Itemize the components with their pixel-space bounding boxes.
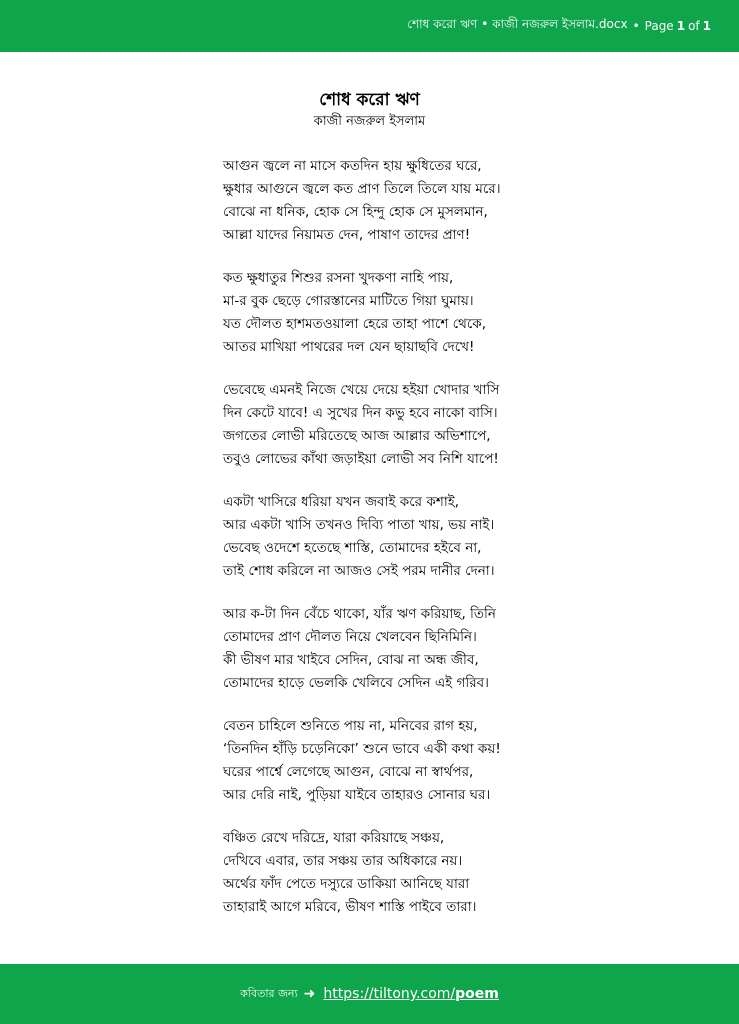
- poem-line: আর দেরি নাই, পুড়িয়া যাইবে তাহারও সোনার ঘর।: [223, 787, 491, 803]
- link-suffix: poem: [455, 986, 499, 1002]
- poem-line: আর ক-টা দিন বেঁচে থাকো, যাঁর ঋণ করিয়াছ, তিনি: [223, 606, 496, 622]
- poem-line: তাহারাই আগে মরিবে, ভীষণ শাস্তি পাইবে তারা।: [223, 899, 477, 915]
- separator-dot: •: [632, 19, 640, 33]
- poem-line: একটা খাসিরে ধরিয়া যখন জবাই করে কশাই,: [223, 494, 460, 510]
- poem-line: বঞ্চিত রেখে দরিদ্রে, যারা করিয়াছে সঞ্চয়,: [223, 830, 445, 846]
- poem-line: কত ক্ষুধাতুর শিশুর রসনা খুদকণা নাহি পায়,: [223, 270, 454, 286]
- page-current: 1: [676, 19, 686, 33]
- poem-line: যত দৌলত হাশমতওয়ালা হেরে তাহা পাশে থেকে,: [223, 316, 487, 332]
- poem-line: ঘরের পার্শ্বে লেগেছে আগুন, বোঝে না স্বার্থপর,: [223, 764, 474, 780]
- poem-line: মা-র বুক ছেড়ে গোরস্তানের মাটিতে গিয়া ঘুমায়।: [223, 293, 474, 309]
- poem-site-link[interactable]: [323, 986, 498, 1002]
- poem-line: দিন কেটে যাবে! এ সুখের দিন কভু হবে নাকো বাসি।: [223, 405, 498, 421]
- link-prefix: https://tiltony.com/: [323, 986, 456, 1002]
- poem-line: আতর মাখিয়া পাথরের দল যেন ছায়াছবি দেখে!: [223, 339, 475, 355]
- poem-line: আর একটা খাসি তখনও দিব্যি পাতা খায়, ভয় নাই।: [223, 517, 495, 533]
- poem-line: আগুন জ্বলে না মাসে কতদিন হায় ক্ষুধিতের ঘরে,: [223, 158, 482, 174]
- right-arrow-icon: ➜: [303, 986, 316, 1002]
- page-total: 1: [702, 19, 711, 33]
- document-title: শোধ করো ঋণ • কাজী নজরুল ইসলাম.docx: [407, 17, 628, 31]
- footer-bar: [0, 964, 739, 1024]
- poem-line: কী ভীষণ মার খাইবে সেদিন, বোঝ না অন্ধ জীব,: [223, 652, 479, 668]
- poem-line: জগতের লোভী মরিতেছে আজ আল্লার অভিশাপে,: [223, 428, 491, 444]
- page-prefix: Page: [644, 19, 674, 33]
- poem-line: ভেবেছ ওদেশে হতেছে শাস্তি, তোমাদের হইবে না,: [223, 540, 482, 556]
- poem-line: তোমাদের প্রাণ দৌলত নিয়ে খেলবেন ছিনিমিনি।: [223, 629, 477, 645]
- poem-line: তাই শোধ করিলে না আজও সেই পরম দানীর দেনা।: [223, 563, 495, 579]
- poem-line: তবুও লোভের কাঁথা জড়াইয়া লোভী সব নিশি যাপে!: [223, 451, 499, 467]
- stanza-5: [223, 603, 723, 695]
- poem-line: ‘তিনদিন হাঁড়ি চড়েনিকো’ শুনে ভাবে একী কথা কয়!: [223, 741, 501, 757]
- poem-line: ভেবেছে এমনই নিজে খেয়ে দেয়ে হইয়া খোদার খাসি: [223, 382, 500, 398]
- poem-title: শোধ করো ঋণ: [319, 90, 420, 110]
- poem-body: [223, 155, 723, 939]
- poem-line: ক্ষুধার আগুনে জ্বলে কত প্রাণ তিলে তিলে যায় মরে।: [223, 181, 501, 197]
- stanza-1: [223, 155, 723, 247]
- stanza-6: [223, 715, 723, 807]
- footer-label: কবিতার জন্য: [240, 986, 298, 1000]
- poem-line: তোমাদের হাড়ে ভেলকি খেলিবে সেদিন এই গরিব।: [223, 675, 489, 691]
- stanza-4: [223, 491, 723, 583]
- page-of: of: [688, 19, 700, 33]
- poem-line: বেতন চাহিলে শুনিতে পায় না, মনিবের রাগ হয়,: [223, 718, 478, 734]
- document-body: [0, 52, 739, 915]
- poem-author: কাজী নজরুল ইসলাম: [313, 114, 426, 129]
- poem-line: দেখিবে এবার, তার সঞ্চয় তার অধিকারে নয়।: [223, 853, 463, 869]
- header-bar: [0, 0, 739, 52]
- poem-line: বোঝে না ধনিক, হোক সে হিন্দু হোক সে মুসলমান,: [223, 204, 488, 220]
- poem-line: আল্লা যাদের নিয়ামত দেন, পাষাণ তাদের প্রাণ!: [223, 227, 471, 243]
- poem-line: অর্থের ফাঁদ পেতে দস্যুরে ডাকিয়া আনিছে যারা: [223, 876, 470, 892]
- stanza-3: [223, 379, 723, 471]
- stanza-7: [223, 827, 723, 919]
- stanza-2: [223, 267, 723, 359]
